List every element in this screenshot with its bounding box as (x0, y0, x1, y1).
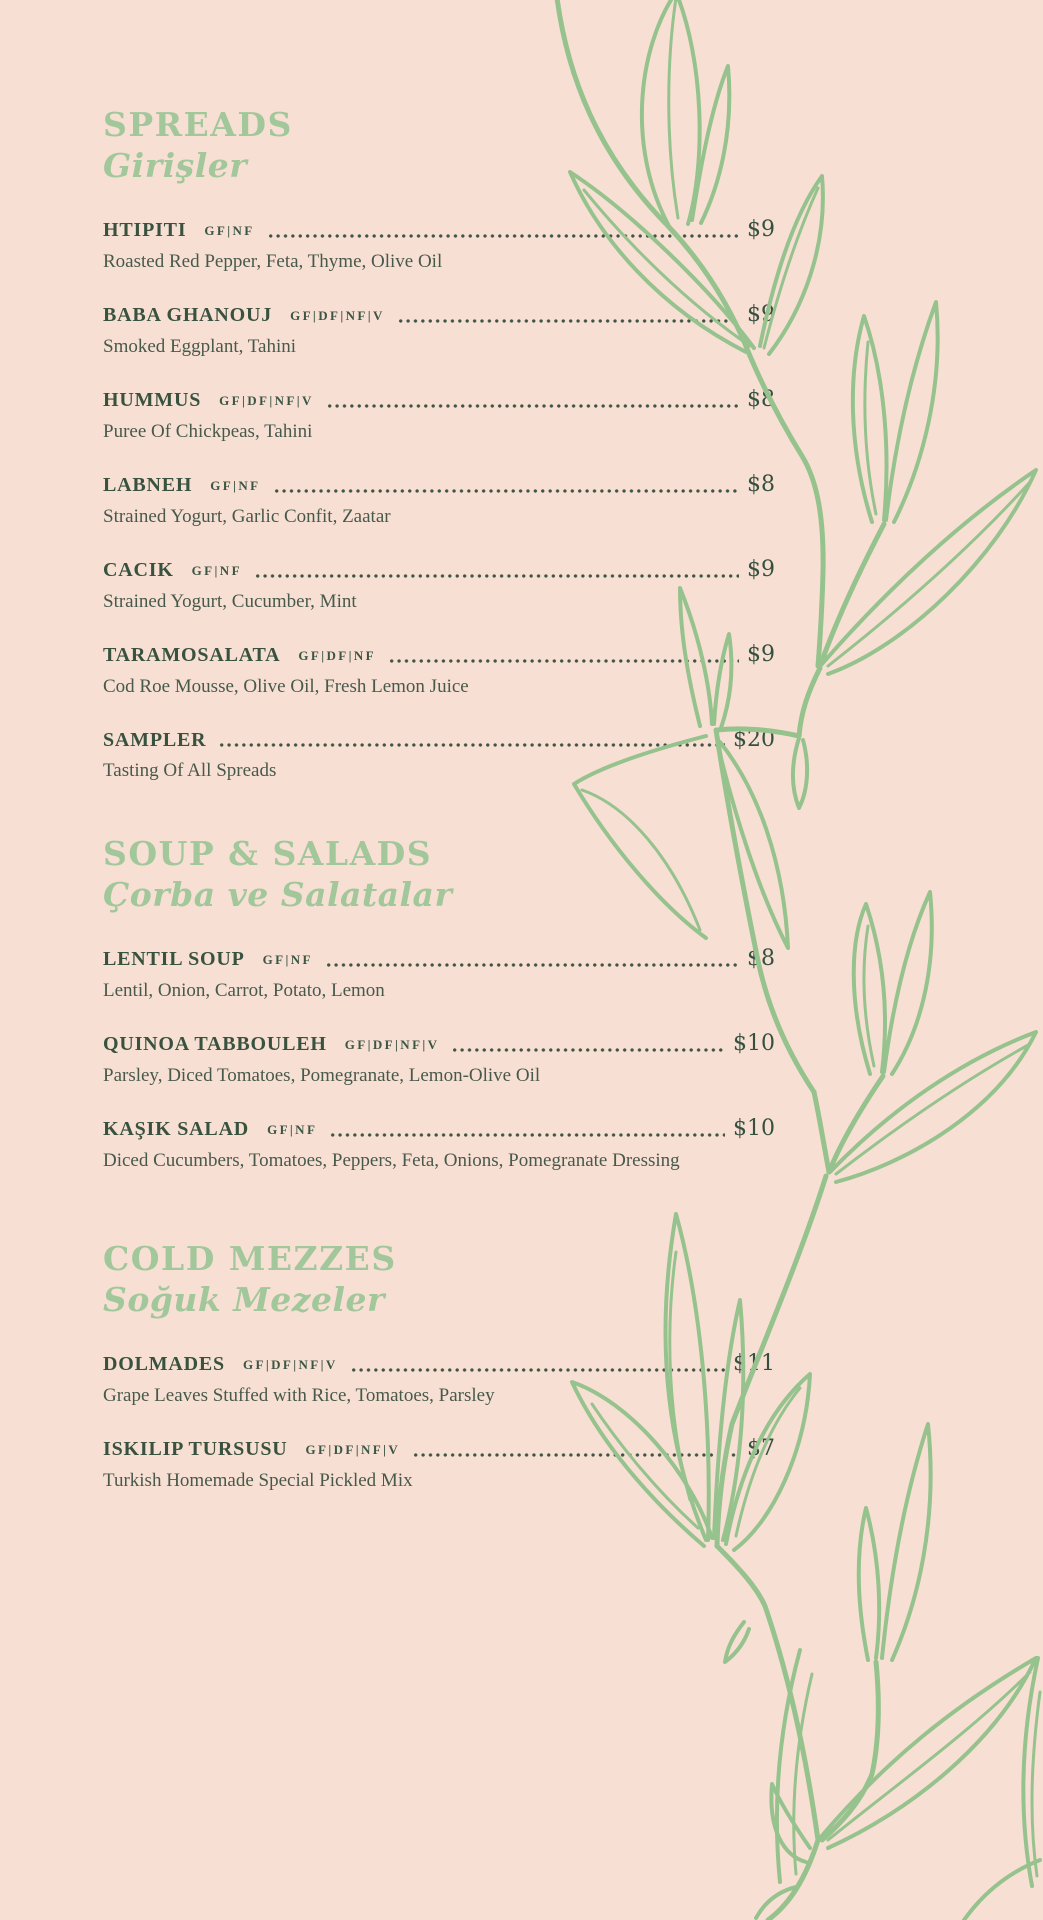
item-description: Cod Roe Mousse, Olive Oil, Fresh Lemon Juice (103, 676, 469, 697)
item-price: $8 (747, 946, 775, 971)
section-cold-mezzes (103, 1239, 775, 1520)
item-row (103, 641, 775, 670)
item-description: Grape Leaves Stuffed with Rice, Tomatoes, Parsley (103, 1385, 495, 1406)
item-row (103, 386, 775, 415)
menu-content (103, 0, 775, 1920)
section-items (103, 945, 775, 1174)
item-name: SAMPLER (103, 729, 207, 751)
menu-item (103, 1030, 775, 1089)
item-description: Lentil, Onion, Carrot, Potato, Lemon (103, 980, 385, 1001)
item-description: Diced Cucumbers, Tomatoes, Peppers, Feta, Onions, Pomegranate Dressing (103, 1150, 680, 1171)
item-row (103, 301, 775, 330)
menu-item (103, 945, 775, 1004)
menu-item (103, 386, 775, 445)
menu-item (103, 1350, 775, 1409)
menu-item (103, 1115, 775, 1174)
item-price: $8 (747, 472, 775, 497)
dietary-tags: GF|DF|NF (298, 648, 377, 663)
menu-item (103, 301, 775, 360)
item-row (103, 216, 775, 245)
item-name: QUINOA TABBOULEH (103, 1033, 327, 1055)
item-name: LENTIL SOUP (103, 948, 245, 970)
section-title: COLD MEZZES (103, 1239, 397, 1278)
item-row (103, 1435, 775, 1464)
menu-item (103, 1435, 775, 1494)
section-title: SOUP & SALADS (103, 834, 433, 873)
section-soup-salads (103, 834, 775, 1200)
item-description: Smoked Eggplant, Tahini (103, 336, 297, 357)
dotted-leader (325, 963, 739, 967)
section-subtitle: Girişler (103, 146, 248, 185)
item-price: $10 (733, 1031, 775, 1056)
dietary-tags: GF|DF|NF|V (219, 393, 314, 408)
item-description: Strained Yogurt, Garlic Confit, Zaatar (103, 506, 391, 527)
item-name: BABA GHANOUJ (103, 304, 273, 326)
dotted-leader (397, 319, 739, 323)
section-items (103, 1350, 775, 1494)
item-description: Parsley, Diced Tomatoes, Pomegranate, Lemon-Olive Oil (103, 1065, 541, 1086)
item-name: KAŞIK SALAD (103, 1118, 250, 1140)
menu-item (103, 471, 775, 530)
dietary-tags: GF|NF (204, 223, 255, 238)
dietary-tags: GF|DF|NF|V (242, 1357, 338, 1372)
dietary-tags: GF|NF (267, 1122, 318, 1137)
dietary-tags: GF|NF (210, 478, 261, 493)
item-price: $11 (733, 1351, 775, 1376)
item-row (103, 1115, 775, 1144)
item-row (103, 1350, 775, 1379)
menu-item (103, 556, 775, 615)
dotted-leader (254, 574, 739, 578)
section-items (103, 216, 775, 784)
item-name: DOLMADES (103, 1353, 225, 1375)
dotted-leader (273, 489, 739, 493)
item-description: Strained Yogurt, Cucumber, Mint (103, 591, 357, 612)
item-description: Turkish Homemade Special Pickled Mix (103, 1470, 413, 1491)
menu-item (103, 726, 775, 784)
dotted-leader (267, 234, 739, 238)
item-price: $7 (747, 1436, 775, 1461)
item-price: $9 (747, 557, 775, 582)
item-name: HTIPITI (103, 219, 187, 241)
item-price: $9 (747, 217, 775, 242)
dotted-leader (329, 1133, 725, 1137)
item-price: $10 (733, 1116, 775, 1141)
dietary-tags: GF|DF|NF|V (344, 1037, 440, 1052)
dietary-tags: GF|DF|NF|V (290, 308, 385, 323)
item-name: HUMMUS (103, 389, 202, 411)
menu-item (103, 216, 775, 275)
item-row (103, 556, 775, 585)
item-price: $20 (733, 727, 775, 752)
dotted-leader (451, 1048, 725, 1052)
item-price: $9 (747, 302, 775, 327)
olive-branch-right-1 (793, 302, 1036, 808)
item-name: LABNEH (103, 474, 193, 496)
item-description: Roasted Red Pepper, Feta, Thyme, Olive Oil (103, 251, 443, 272)
item-row (103, 471, 775, 500)
dietary-tags: GF|NF (191, 563, 242, 578)
section-subtitle: Çorba ve Salatalar (103, 875, 453, 914)
dotted-leader (218, 743, 725, 747)
dotted-leader (326, 404, 739, 408)
item-row (103, 726, 775, 754)
section-subtitle: Soğuk Mezeler (103, 1280, 385, 1319)
olive-branch-bottom (756, 1650, 1040, 1920)
item-description: Tasting Of All Spreads (103, 760, 277, 781)
item-price: $9 (747, 642, 775, 667)
item-row (103, 1030, 775, 1059)
dietary-tags: GF|DF|NF|V (305, 1442, 401, 1457)
dotted-leader (412, 1453, 739, 1457)
dotted-leader (350, 1368, 725, 1372)
item-name: CACIK (103, 559, 174, 581)
section-title: SPREADS (103, 105, 293, 144)
menu-item (103, 641, 775, 700)
item-name: TARAMOSALATA (103, 644, 281, 666)
item-name: ISKILIP TURSUSU (103, 1438, 288, 1460)
section-spreads (103, 105, 775, 810)
item-row (103, 945, 775, 974)
dotted-leader (388, 659, 739, 663)
item-description: Puree Of Chickpeas, Tahini (103, 421, 313, 442)
dietary-tags: GF|NF (262, 952, 313, 967)
item-price: $8 (747, 387, 775, 412)
